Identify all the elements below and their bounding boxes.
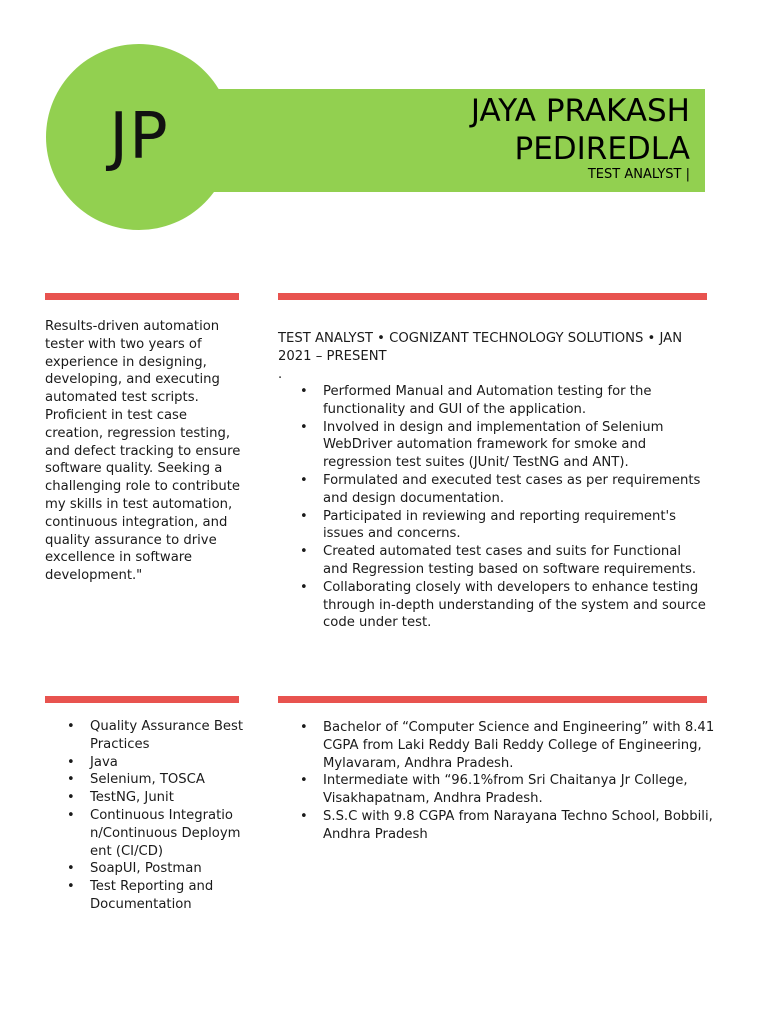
initials: JP bbox=[109, 100, 169, 174]
skills-list bbox=[45, 718, 245, 914]
list-item: • Bachelor of “Computer Science and Engineering” with 8.41 CGPA from Laki Reddy Bali Reddy College of Engineering, Mylavaram, Andhra Pradesh. bbox=[278, 719, 718, 772]
experience-dot: . bbox=[278, 367, 283, 382]
experience-list bbox=[278, 383, 708, 632]
list-item: • Java bbox=[45, 754, 245, 772]
profile-divider bbox=[45, 293, 239, 300]
list-item: • S.S.C with 9.8 CGPA from Narayana Techno School, Bobbili, Andhra Pradesh bbox=[278, 808, 718, 844]
name-first-line: JAYA PRAKASH bbox=[470, 93, 690, 129]
list-item: • Participated in reviewing and reporting requirement's issues and concerns. bbox=[278, 508, 708, 544]
education-divider bbox=[278, 696, 707, 703]
job-title: TEST ANALYST | bbox=[587, 167, 690, 182]
profile-summary: Results-driven automation tester with two years of experience in designing, developing, and executing automated test scripts. Proficient in test case creation, regression testing, and defect tracking to ensure software quality. Seeking a challenging role to contribute my skills in test automation, continuous integration, and quality assurance to drive excellence in software development." bbox=[45, 319, 241, 584]
experience-divider bbox=[278, 293, 707, 300]
list-item: • Quality Assurance Best Practices bbox=[45, 718, 245, 754]
education-list bbox=[278, 719, 718, 844]
list-item: • Formulated and executed test cases as per requirements and design documentation. bbox=[278, 472, 708, 508]
list-item: • Intermediate with “96.1%from Sri Chaitanya Jr College, Visakhapatnam, Andhra Pradesh. bbox=[278, 772, 718, 808]
list-item: • SoapUI, Postman bbox=[45, 860, 245, 878]
skills-divider bbox=[45, 696, 239, 703]
list-item: • Continuous Integration/Continuous Deployment (CI/CD) bbox=[45, 807, 245, 860]
list-item: • Performed Manual and Automation testing for the functionality and GUI of the application. bbox=[278, 383, 708, 419]
experience-heading: TEST ANALYST • COGNIZANT TECHNOLOGY SOLUTIONS • JAN 2021 – PRESENT bbox=[278, 331, 683, 364]
list-item: • Created automated test cases and suits for Functional and Regression testing based on software requirements. bbox=[278, 543, 708, 579]
list-item: • Involved in design and implementation of Selenium WebDriver automation framework for smoke and regression test suites (JUnit/ TestNG and ANT). bbox=[278, 419, 708, 472]
name-second-line: PEDIREDLA bbox=[514, 131, 690, 167]
list-item: • Collaborating closely with developers to enhance testing through in-depth understanding of the system and source code under test. bbox=[278, 579, 708, 632]
list-item: • Selenium, TOSCA bbox=[45, 771, 245, 789]
list-item: • TestNG, Junit bbox=[45, 789, 245, 807]
full-name bbox=[471, 92, 690, 168]
list-item: • Test Reporting and Documentation bbox=[45, 878, 245, 914]
